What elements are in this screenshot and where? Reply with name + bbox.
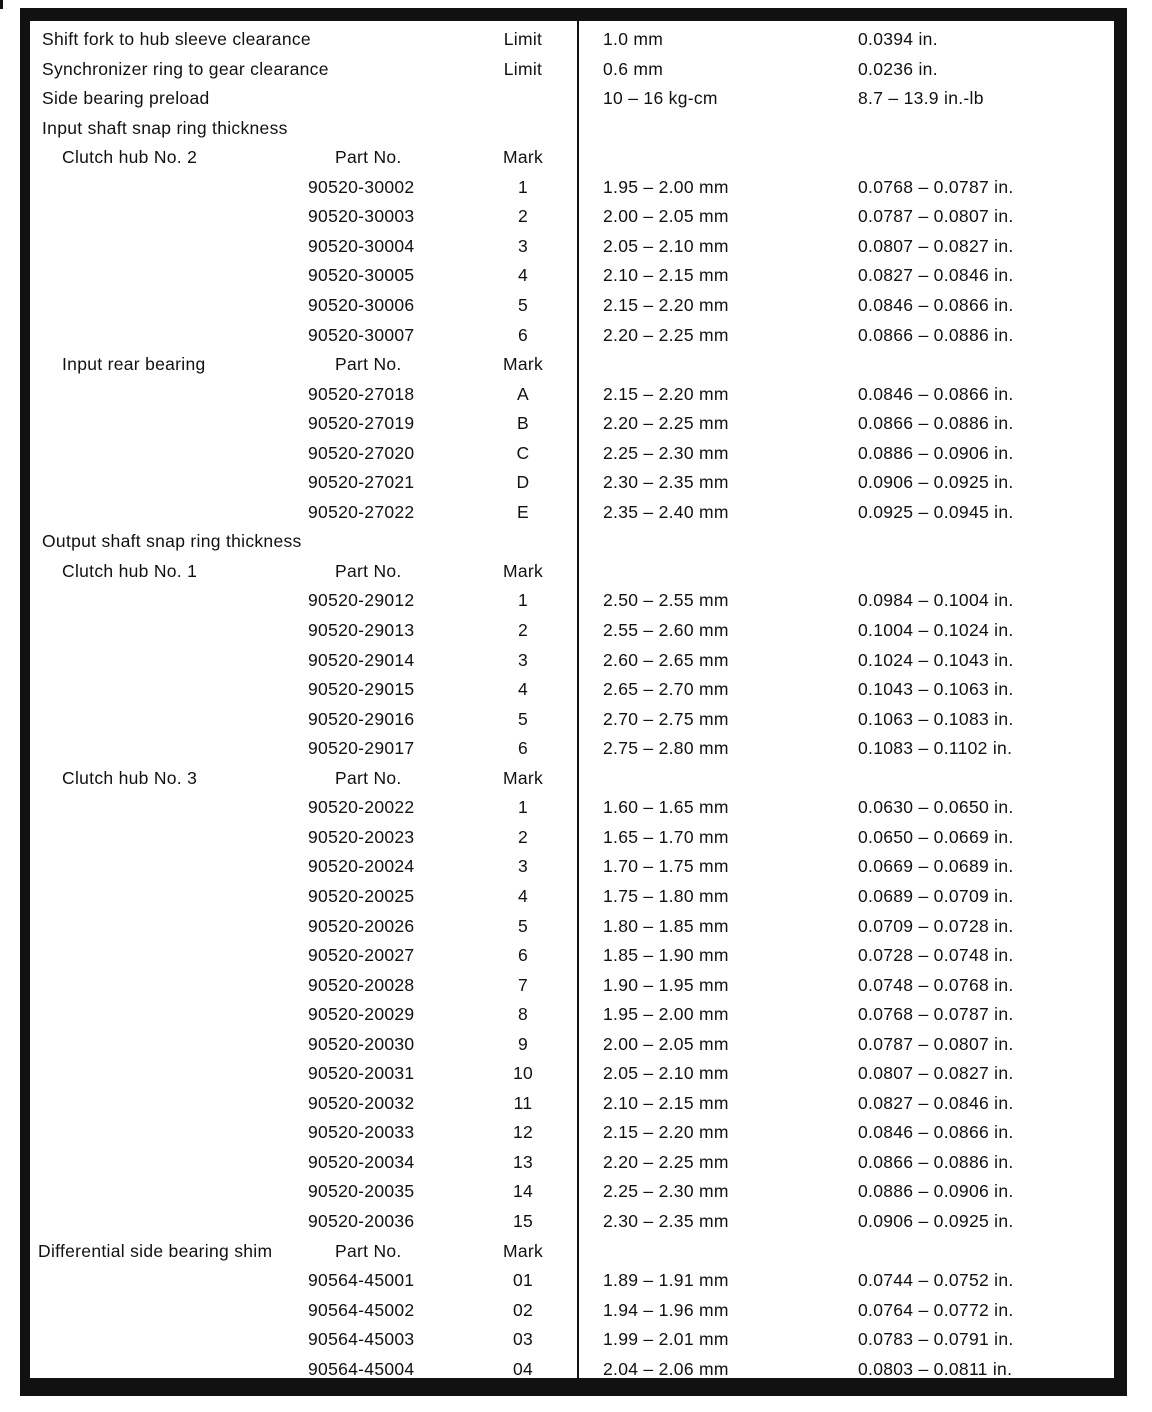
imperial-value: 0.0236 in. (858, 59, 938, 79)
imperial-range: 0.1063 – 0.1083 in. (858, 709, 1014, 729)
spec-row (0, 84, 1152, 113)
mark-value: 1 (517, 177, 529, 197)
part-number: 90520-20036 (308, 1211, 415, 1231)
part-number: 90520-20035 (308, 1181, 415, 1201)
metric-range: 2.30 – 2.35 mm (603, 1211, 729, 1231)
table-row (0, 675, 1152, 704)
imperial-range: 0.0906 – 0.0925 in. (858, 472, 1014, 492)
table-row (0, 1355, 1152, 1384)
table-row (0, 616, 1152, 645)
imperial-range: 0.0846 – 0.0866 in. (858, 384, 1014, 404)
section-title: Output shaft snap ring thickness (42, 531, 302, 551)
group-title: Clutch hub No. 2 (62, 147, 198, 167)
section-heading-row (0, 527, 1152, 556)
metric-range: 1.80 – 1.85 mm (603, 916, 729, 936)
table-row (0, 1177, 1152, 1206)
metric-range: 2.25 – 2.30 mm (603, 443, 729, 463)
part-number: 90520-27020 (308, 443, 415, 463)
mark-value: 6 (517, 738, 529, 758)
metric-range: 2.20 – 2.25 mm (603, 413, 729, 433)
metric-value: 0.6 mm (603, 59, 664, 79)
mark-value: 03 (512, 1329, 534, 1349)
metric-range: 2.10 – 2.15 mm (603, 265, 729, 285)
spec-label: Side bearing preload (42, 88, 210, 108)
imperial-range: 0.0846 – 0.0866 in. (858, 295, 1014, 315)
mark-header: Mark (502, 354, 544, 374)
mark-value: 12 (512, 1122, 534, 1142)
table-row (0, 734, 1152, 763)
imperial-range: 0.0764 – 0.0772 in. (858, 1300, 1014, 1320)
table-row (0, 971, 1152, 1000)
imperial-range: 0.0650 – 0.0669 in. (858, 827, 1014, 847)
table-row (0, 793, 1152, 822)
part-number: 90520-20032 (308, 1093, 415, 1113)
part-number: 90520-27019 (308, 413, 415, 433)
part-no-header: Part No. (335, 147, 402, 167)
imperial-range: 0.0728 – 0.0748 in. (858, 945, 1014, 965)
metric-range: 2.04 – 2.06 mm (603, 1359, 729, 1379)
metric-range: 2.10 – 2.15 mm (603, 1093, 729, 1113)
group-title: Input rear bearing (62, 354, 206, 374)
mark-value: 2 (517, 620, 529, 640)
mark-header: Mark (502, 561, 544, 581)
metric-value: 10 – 16 kg-cm (603, 88, 718, 108)
part-number: 90520-30006 (308, 295, 415, 315)
part-number: 90520-20031 (308, 1063, 415, 1083)
imperial-range: 0.0768 – 0.0787 in. (858, 177, 1014, 197)
table-row (0, 380, 1152, 409)
metric-range: 1.65 – 1.70 mm (603, 827, 729, 847)
part-number: 90520-20030 (308, 1034, 415, 1054)
part-number: 90520-20026 (308, 916, 415, 936)
table-row (0, 202, 1152, 231)
metric-range: 2.20 – 2.25 mm (603, 325, 729, 345)
metric-range: 2.70 – 2.75 mm (603, 709, 729, 729)
spec-row (0, 25, 1152, 54)
mark-value: E (517, 502, 529, 522)
mark-value: D (516, 472, 530, 492)
mark-value: 5 (517, 295, 529, 315)
table-row (0, 291, 1152, 320)
metric-range: 1.90 – 1.95 mm (603, 975, 729, 995)
part-number: 90520-20023 (308, 827, 415, 847)
imperial-range: 0.0768 – 0.0787 in. (858, 1004, 1014, 1024)
mark-value: 7 (517, 975, 529, 995)
table-row (0, 646, 1152, 675)
part-number: 90520-29016 (308, 709, 415, 729)
metric-range: 1.89 – 1.91 mm (603, 1270, 729, 1290)
part-number: 90564-45002 (308, 1300, 415, 1320)
metric-range: 2.30 – 2.35 mm (603, 472, 729, 492)
mark-value: 4 (517, 679, 529, 699)
mark-value: 04 (512, 1359, 534, 1379)
part-number: 90564-45003 (308, 1329, 415, 1349)
imperial-range: 0.0787 – 0.0807 in. (858, 206, 1014, 226)
imperial-value: 8.7 – 13.9 in.-lb (858, 88, 984, 108)
imperial-range: 0.0866 – 0.0886 in. (858, 413, 1014, 433)
section-heading-row (0, 114, 1152, 143)
group-header-row (0, 350, 1152, 379)
metric-range: 2.05 – 2.10 mm (603, 1063, 729, 1083)
part-number: 90520-27018 (308, 384, 415, 404)
part-number: 90520-20024 (308, 856, 415, 876)
metric-range: 2.55 – 2.60 mm (603, 620, 729, 640)
part-number: 90520-29012 (308, 590, 415, 610)
part-number: 90520-29013 (308, 620, 415, 640)
table-row (0, 912, 1152, 941)
metric-range: 2.00 – 2.05 mm (603, 206, 729, 226)
table-row (0, 882, 1152, 911)
part-number: 90520-20025 (308, 886, 415, 906)
mark-value: 6 (517, 945, 529, 965)
mark-value: 15 (512, 1211, 534, 1231)
group-title: Differential side bearing shim (38, 1241, 273, 1261)
metric-range: 1.70 – 1.75 mm (603, 856, 729, 876)
mark-value: 5 (517, 916, 529, 936)
metric-range: 2.65 – 2.70 mm (603, 679, 729, 699)
part-number: 90520-30004 (308, 236, 415, 256)
part-number: 90520-29017 (308, 738, 415, 758)
group-title: Clutch hub No. 1 (62, 561, 198, 581)
mark-value: 02 (512, 1300, 534, 1320)
metric-range: 2.75 – 2.80 mm (603, 738, 729, 758)
mark-value: 3 (517, 650, 529, 670)
imperial-range: 0.0783 – 0.0791 in. (858, 1329, 1014, 1349)
mark-value: 9 (517, 1034, 529, 1054)
imperial-range: 0.0846 – 0.0866 in. (858, 1122, 1014, 1142)
metric-range: 1.95 – 2.00 mm (603, 177, 729, 197)
table-row (0, 468, 1152, 497)
imperial-range: 0.0748 – 0.0768 in. (858, 975, 1014, 995)
imperial-range: 0.1043 – 0.1063 in. (858, 679, 1014, 699)
metric-range: 2.05 – 2.10 mm (603, 236, 729, 256)
table-row (0, 1118, 1152, 1147)
mark-value: 5 (517, 709, 529, 729)
table-row (0, 586, 1152, 615)
part-number: 90564-45004 (308, 1359, 415, 1379)
imperial-range: 0.0669 – 0.0689 in. (858, 856, 1014, 876)
part-number: 90520-30005 (308, 265, 415, 285)
mark-value: 13 (512, 1152, 534, 1172)
imperial-range: 0.0886 – 0.0906 in. (858, 443, 1014, 463)
mark-value: 11 (513, 1093, 533, 1113)
imperial-range: 0.0709 – 0.0728 in. (858, 916, 1014, 936)
table-row (0, 173, 1152, 202)
limit-label: Limit (503, 29, 543, 49)
imperial-range: 0.0787 – 0.0807 in. (858, 1034, 1014, 1054)
mark-value: 6 (517, 325, 529, 345)
imperial-range: 0.0925 – 0.0945 in. (858, 502, 1014, 522)
metric-range: 1.75 – 1.80 mm (603, 886, 729, 906)
table-row (0, 261, 1152, 290)
table-row (0, 1000, 1152, 1029)
mark-value: 3 (517, 236, 529, 256)
part-number: 90520-30002 (308, 177, 415, 197)
imperial-range: 0.0827 – 0.0846 in. (858, 265, 1014, 285)
table-row (0, 1325, 1152, 1354)
metric-range: 2.25 – 2.30 mm (603, 1181, 729, 1201)
mark-value: 1 (517, 590, 529, 610)
part-no-header: Part No. (335, 561, 402, 581)
metric-range: 2.00 – 2.05 mm (603, 1034, 729, 1054)
imperial-value: 0.0394 in. (858, 29, 938, 49)
mark-header: Mark (502, 1241, 544, 1261)
table-row (0, 1030, 1152, 1059)
imperial-range: 0.0827 – 0.0846 in. (858, 1093, 1014, 1113)
mark-value: 01 (512, 1270, 534, 1290)
group-header-row (0, 557, 1152, 586)
part-number: 90520-30007 (308, 325, 415, 345)
part-number: 90520-27021 (308, 472, 415, 492)
part-number: 90520-29015 (308, 679, 415, 699)
imperial-range: 0.0906 – 0.0925 in. (858, 1211, 1014, 1231)
mark-value: B (517, 413, 529, 433)
metric-range: 2.15 – 2.20 mm (603, 1122, 729, 1142)
limit-label: Limit (503, 59, 543, 79)
part-no-header: Part No. (335, 354, 402, 374)
part-number: 90520-20034 (308, 1152, 415, 1172)
table-row (0, 1296, 1152, 1325)
part-number: 90520-20033 (308, 1122, 415, 1142)
spec-row (0, 55, 1152, 84)
group-header-row (0, 1237, 1152, 1266)
imperial-range: 0.1004 – 0.1024 in. (858, 620, 1014, 640)
table-row (0, 409, 1152, 438)
mark-value: 4 (517, 265, 529, 285)
mark-value: 2 (517, 206, 529, 226)
part-number: 90520-20028 (308, 975, 415, 995)
metric-range: 1.94 – 1.96 mm (603, 1300, 729, 1320)
part-number: 90520-27022 (308, 502, 415, 522)
metric-range: 2.35 – 2.40 mm (603, 502, 729, 522)
imperial-range: 0.0807 – 0.0827 in. (858, 1063, 1014, 1083)
part-number: 90520-30003 (308, 206, 415, 226)
mark-value: 8 (517, 1004, 529, 1024)
metric-range: 1.85 – 1.90 mm (603, 945, 729, 965)
table-row (0, 852, 1152, 881)
metric-range: 2.15 – 2.20 mm (603, 295, 729, 315)
imperial-range: 0.0866 – 0.0886 in. (858, 1152, 1014, 1172)
part-number: 90520-20027 (308, 945, 415, 965)
metric-value: 1.0 mm (603, 29, 664, 49)
imperial-range: 0.0984 – 0.1004 in. (858, 590, 1014, 610)
imperial-range: 0.0689 – 0.0709 in. (858, 886, 1014, 906)
corner-mark (0, 0, 3, 9)
mark-value: C (516, 443, 530, 463)
table-row (0, 1266, 1152, 1295)
table-row (0, 498, 1152, 527)
mark-header: Mark (502, 147, 544, 167)
imperial-range: 0.1024 – 0.1043 in. (858, 650, 1014, 670)
mark-value: 2 (517, 827, 529, 847)
imperial-range: 0.0803 – 0.0811 in. (858, 1359, 1013, 1379)
part-no-header: Part No. (335, 1241, 402, 1261)
mark-header: Mark (502, 768, 544, 788)
mark-value: 3 (517, 856, 529, 876)
mark-value: 4 (517, 886, 529, 906)
mark-value: 14 (512, 1181, 534, 1201)
spec-label: Shift fork to hub sleeve clearance (42, 29, 311, 49)
spec-label: Synchronizer ring to gear clearance (42, 59, 329, 79)
table-row (0, 941, 1152, 970)
part-no-header: Part No. (335, 768, 402, 788)
group-title: Clutch hub No. 3 (62, 768, 198, 788)
part-number: 90520-20022 (308, 797, 415, 817)
metric-range: 1.95 – 2.00 mm (603, 1004, 729, 1024)
imperial-range: 0.1083 – 0.1102 in. (858, 738, 1013, 758)
table-row (0, 705, 1152, 734)
group-header-row (0, 764, 1152, 793)
table-row (0, 321, 1152, 350)
metric-range: 2.50 – 2.55 mm (603, 590, 729, 610)
table-row (0, 1148, 1152, 1177)
metric-range: 2.15 – 2.20 mm (603, 384, 729, 404)
table-row (0, 823, 1152, 852)
group-header-row (0, 143, 1152, 172)
table-row (0, 1059, 1152, 1088)
part-number: 90564-45001 (308, 1270, 415, 1290)
table-row (0, 1207, 1152, 1236)
mark-value: A (517, 384, 529, 404)
section-title: Input shaft snap ring thickness (42, 118, 288, 138)
metric-range: 1.60 – 1.65 mm (603, 797, 729, 817)
imperial-range: 0.0630 – 0.0650 in. (858, 797, 1014, 817)
imperial-range: 0.0886 – 0.0906 in. (858, 1181, 1014, 1201)
metric-range: 1.99 – 2.01 mm (603, 1329, 729, 1349)
table-row (0, 232, 1152, 261)
table-row (0, 1089, 1152, 1118)
imperial-range: 0.0866 – 0.0886 in. (858, 325, 1014, 345)
table-row (0, 439, 1152, 468)
metric-range: 2.20 – 2.25 mm (603, 1152, 729, 1172)
imperial-range: 0.0807 – 0.0827 in. (858, 236, 1014, 256)
imperial-range: 0.0744 – 0.0752 in. (858, 1270, 1014, 1290)
part-number: 90520-29014 (308, 650, 415, 670)
part-number: 90520-20029 (308, 1004, 415, 1024)
mark-value: 10 (512, 1063, 534, 1083)
metric-range: 2.60 – 2.65 mm (603, 650, 729, 670)
mark-value: 1 (517, 797, 529, 817)
